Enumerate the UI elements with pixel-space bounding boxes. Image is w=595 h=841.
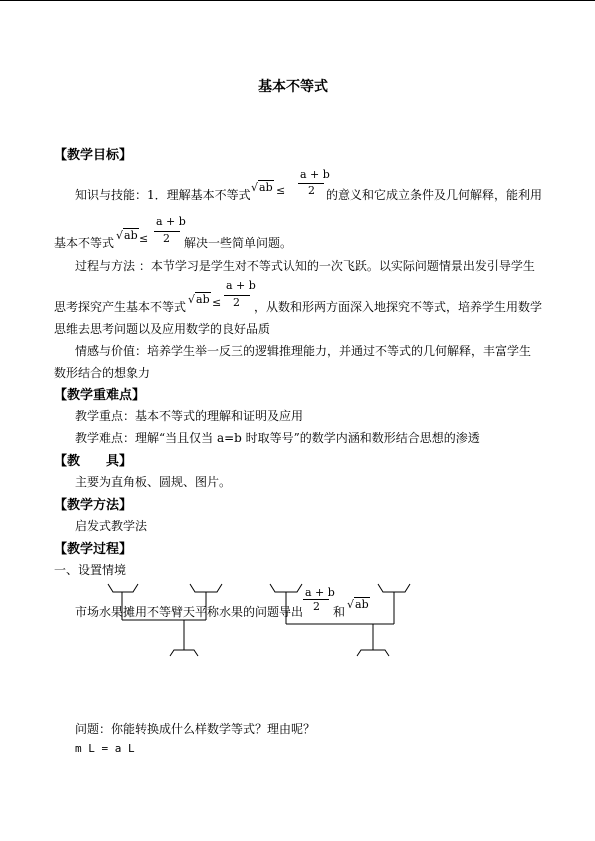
sqrt-ab-1: √ab bbox=[251, 181, 273, 194]
right-scale-pan-left bbox=[270, 584, 302, 592]
section-heading-method: 【教学方法】 bbox=[54, 498, 133, 513]
right-balance-scale bbox=[270, 584, 410, 656]
sqrt-ab-2: √ab bbox=[116, 229, 138, 242]
goals-line4-pre: 思考探究产生基本不等式 bbox=[54, 300, 187, 314]
sqrt-ab-4: √ab bbox=[347, 598, 369, 611]
leq-symbol-3: ≤ bbox=[212, 296, 222, 309]
process-question: 问题：你能转换成什么样数学等式？理由呢？ bbox=[75, 722, 316, 736]
process-scenario-and: 和 bbox=[333, 605, 346, 619]
goals-line6: 情感与价值：培养学生举一反三的逻辑推理能力，并通过不等式的几何解释，丰富学生 bbox=[75, 344, 532, 358]
fraction-denominator-1: 2 bbox=[308, 184, 315, 197]
left-balance-scale bbox=[108, 584, 222, 656]
fraction-numerator-2: a + b bbox=[156, 215, 186, 228]
section-heading-process: 【教学过程】 bbox=[54, 542, 133, 557]
section-heading-tools: 【教 具】 bbox=[54, 454, 133, 469]
fraction-numerator-4: a + b bbox=[305, 586, 335, 599]
keypoints-important: 教学重点：基本不等式的理解和证明及应用 bbox=[75, 409, 304, 423]
method-text: 启发式教学法 bbox=[75, 519, 148, 533]
goals-line3: 过程与方法 ：本节学习是学生对不等式认知的一次飞跃。以实际问题情景出发引导学生 bbox=[75, 259, 535, 273]
fraction-denominator-3: 2 bbox=[233, 296, 240, 309]
goals-line1-post: 的意义和它成立条件及几何解释，能利用 bbox=[326, 188, 543, 202]
fraction-numerator-3: a + b bbox=[226, 279, 256, 292]
section-heading-goals: 【教学目标】 bbox=[54, 148, 133, 163]
process-equation: m L = a L bbox=[75, 742, 135, 755]
right-scale-pan-right bbox=[378, 584, 410, 592]
goals-line2-pre: 基本不等式 bbox=[54, 236, 115, 250]
goals-line1-pre: 知识与技能：1．理解基本不等式 bbox=[75, 188, 251, 202]
left-scale-pan-right bbox=[190, 584, 222, 592]
sqrt-ab-3: √ab bbox=[188, 293, 210, 306]
tools-text: 主要为直角板、圆规、图片。 bbox=[75, 475, 232, 489]
fraction-denominator-2: 2 bbox=[163, 232, 170, 245]
fraction-numerator-1: a + b bbox=[300, 168, 330, 181]
goals-line7: 数形结合的想象力 bbox=[54, 366, 151, 380]
left-scale-base bbox=[170, 650, 198, 656]
left-scale-pan-left bbox=[108, 584, 138, 592]
goals-line4-post: ，从数和形两方面深入地探究不等式，培养学生用数学 bbox=[254, 300, 543, 314]
keypoints-difficult: 教学难点：理解“当且仅当 a=b 时取等号”的数学内涵和数形结合思想的渗透 bbox=[75, 431, 480, 445]
process-scenario-pre: 市场水果摊用不等臂天平称水果的问题导出 bbox=[75, 605, 304, 619]
right-scale-base bbox=[357, 650, 389, 656]
leq-symbol-2: ≤ bbox=[139, 232, 149, 245]
section-heading-keypoints: 【教学重难点】 bbox=[54, 388, 146, 403]
process-step1: 一、设置情境 bbox=[54, 563, 127, 577]
fraction-denominator-4: 2 bbox=[313, 600, 320, 613]
page-title: 基本不等式 bbox=[258, 79, 328, 95]
leq-symbol-1: ≤ bbox=[276, 184, 286, 197]
goals-line2-post: 解决一些简单问题。 bbox=[184, 236, 293, 250]
goals-line5: 思维去思考问题以及应用数学的良好品质 bbox=[54, 322, 271, 336]
